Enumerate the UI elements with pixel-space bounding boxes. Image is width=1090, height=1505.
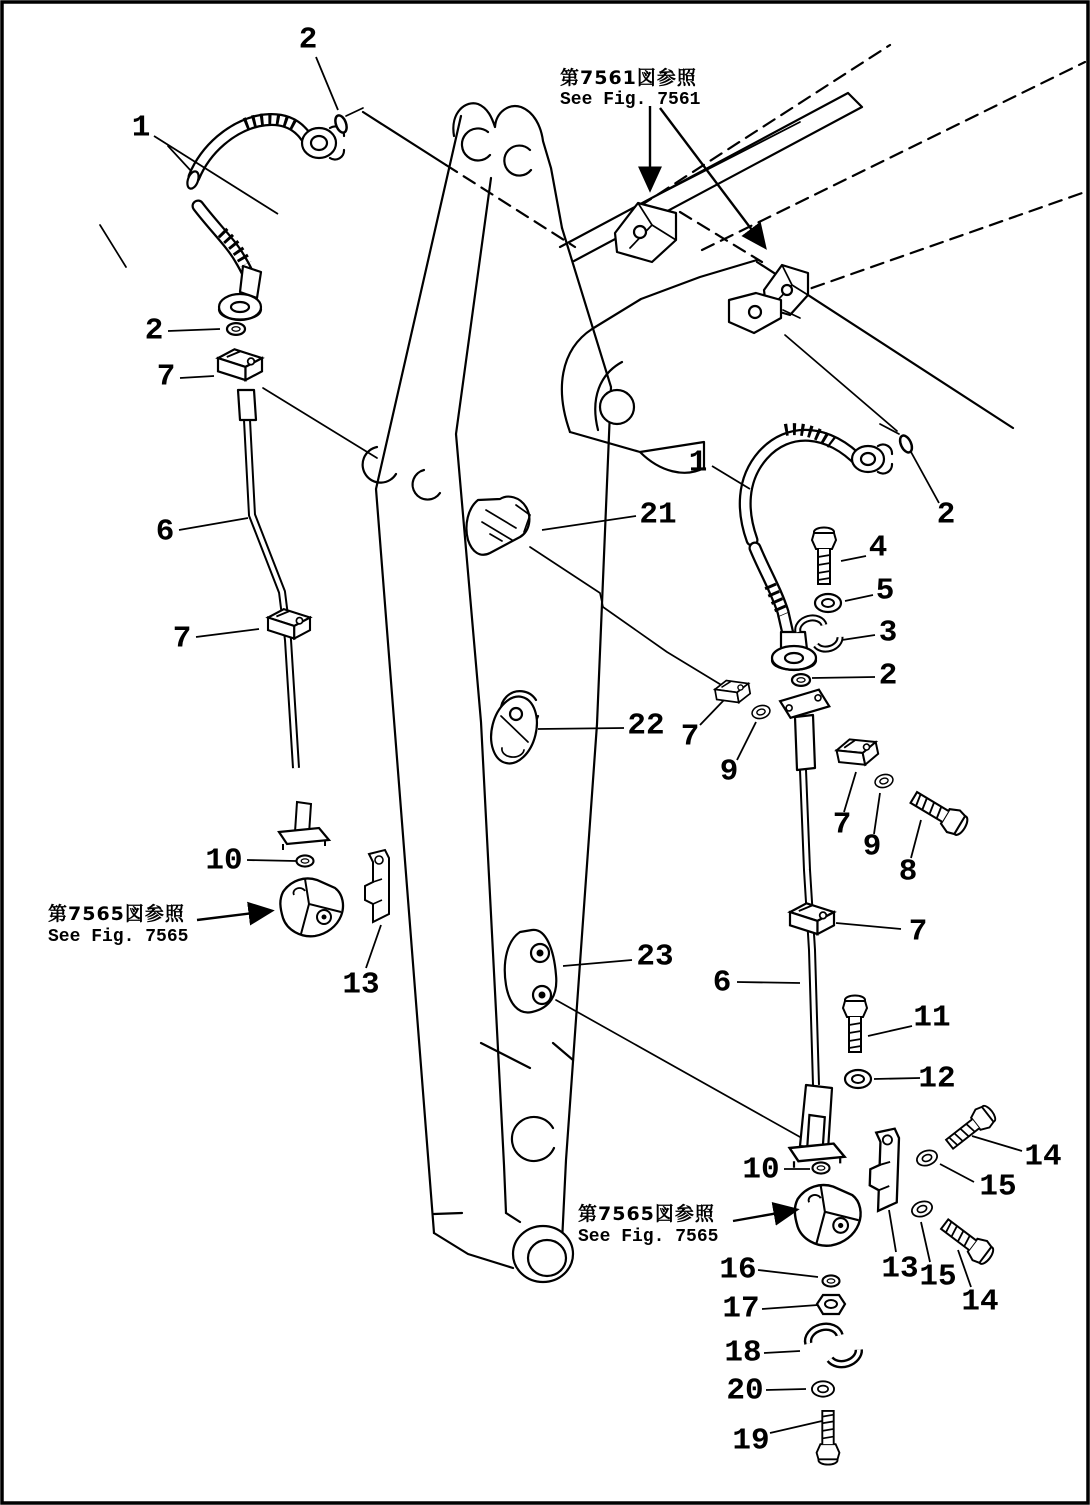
ref-fig-7565-right-en-text: See Fig. 7565 [578,1227,719,1247]
callout-label-7-22: 7 [908,914,928,950]
hose-right-flange [772,646,816,670]
valve-fig7565-left-valve-icon [280,879,343,937]
callout-label-2-2: 2 [144,313,164,349]
callout-label-6-23: 6 [712,965,732,1001]
callout-label-7-19: 7 [832,807,852,843]
callout-label-2-0: 2 [298,22,318,58]
callout-label-20-35: 20 [726,1373,764,1409]
valve-fig7565-right-valve-icon [795,1185,861,1246]
callout-leader-10-6 [247,860,296,861]
tube-left-top-stub [238,390,256,420]
part-17-nut-nut-icon [817,1295,845,1314]
hose-left-flange [219,294,261,320]
callout-label-4-13: 4 [868,530,888,566]
callout-label-22-9: 22 [627,708,665,744]
part-5-washer-washer-icon [815,594,841,612]
callout-label-17-33: 17 [722,1291,760,1327]
callout-label-9-18: 9 [719,754,739,790]
callout-label-3-15: 3 [878,615,898,651]
ref-fig-7565-left-jp-text: 第7565図参照 [48,903,185,925]
callout-label-7-3: 7 [156,359,176,395]
callout-label-15-27: 15 [979,1169,1017,1205]
callout-label-8-21: 8 [898,854,918,890]
callout-leader-22-9 [538,728,624,729]
callout-label-2-16: 2 [878,658,898,694]
callout-label-11-24: 11 [913,1000,951,1036]
callout-label-9-20: 9 [862,829,882,865]
part-12-washer-washer-icon [845,1070,871,1088]
callout-label-21-8: 21 [639,497,677,533]
part-10-oring-left-oring-icon [297,855,314,866]
callout-label-19-36: 19 [732,1423,770,1459]
callout-label-7-17: 7 [680,719,700,755]
part-16-oring-oring-icon [823,1275,840,1286]
ref-fig-7561-en-text: See Fig. 7561 [560,90,701,110]
ref-fig-7565-left-en-text: See Fig. 7565 [48,927,189,947]
ref-fig-7561-jp-text: 第7561図参照 [560,67,697,89]
arm-boss-inner [528,1240,566,1276]
part-20-washer-washer-icon [812,1381,834,1396]
callout-label-10-6: 10 [205,843,243,879]
callout-leader-20-35 [766,1389,806,1390]
callout-label-12-25: 12 [918,1061,956,1097]
part-10-oring-right-oring-icon [813,1162,830,1173]
callout-label-10-28: 10 [742,1152,780,1188]
callout-label-5-14: 5 [875,573,895,609]
callout-label-14-31: 14 [961,1284,999,1320]
part-2-oring-right-oring-icon [792,674,810,686]
tube-right-elbow-stem [795,715,815,770]
ref-fig-7565-right-jp-text: 第7565図参照 [578,1203,715,1225]
callout-leader-6-23 [737,982,800,983]
callout-label-23-10: 23 [636,939,674,975]
plate-23 [505,930,557,1013]
part-2-oring-left-oring-icon [227,323,245,335]
callout-label-1-1: 1 [131,110,151,146]
callout-label-7-5: 7 [172,621,192,657]
callout-label-2-12: 2 [936,497,956,533]
callout-label-13-29: 13 [881,1251,919,1287]
callout-label-1-11: 1 [688,445,708,481]
callout-label-18-34: 18 [724,1335,762,1371]
callout-label-14-26: 14 [1024,1139,1062,1175]
callout-leader-12-25 [874,1078,920,1079]
callout-label-6-4: 6 [155,514,175,550]
callout-label-13-7: 13 [342,967,380,1003]
callout-label-16-32: 16 [719,1252,757,1288]
callout-label-15-30: 15 [919,1259,957,1295]
callout-leader-2-16 [812,677,875,678]
